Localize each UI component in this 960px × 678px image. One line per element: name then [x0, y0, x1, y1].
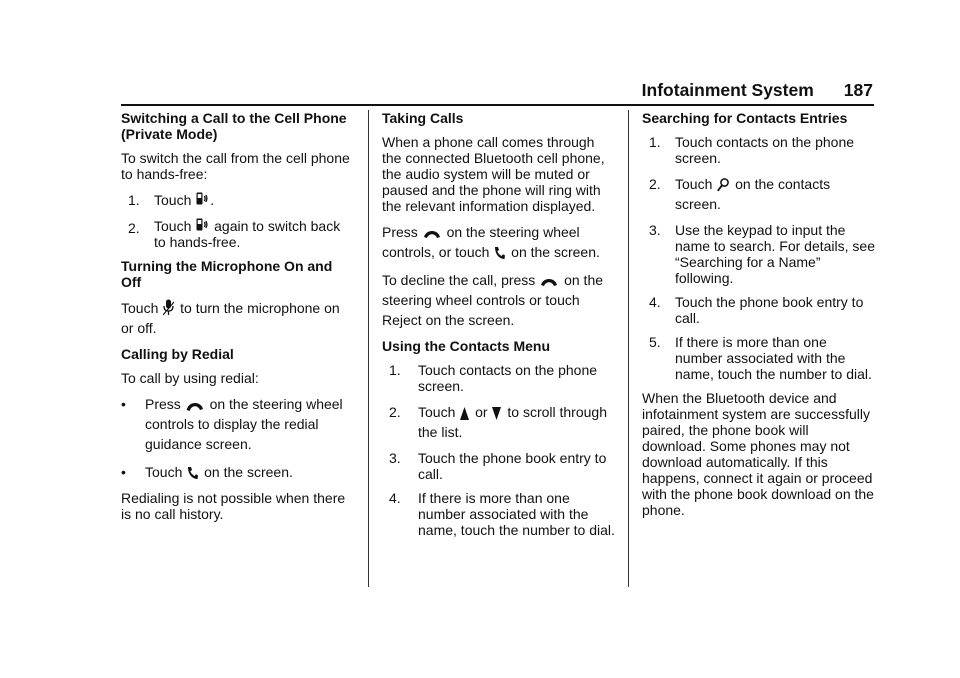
- paragraph-microphone: Touch to turn the microphone on or off.: [121, 300, 340, 336]
- steering-call-icon: [423, 228, 441, 240]
- step-5: 5. If there is more than one number associated with the name, touch the number to dial.: [649, 334, 872, 382]
- search-icon: [717, 178, 729, 192]
- step-1: 1. Touch contacts on the phone screen.: [389, 362, 598, 394]
- step-4: 4. If there is more than one number associated with the name, touch the number to dial.: [389, 490, 615, 538]
- heading-search-contacts: Searching for Contacts Entries: [642, 110, 848, 126]
- page-header: [121, 80, 873, 101]
- header-rule: [121, 104, 874, 106]
- steering-call-icon: [540, 276, 558, 288]
- paragraph-decline: To decline the call, press on the steering wheel controls or touch Reject on the screen.: [382, 272, 604, 328]
- paragraph-phonebook-download: When the Bluetooth device and infotainment system are successfully paired, the phone book will download. Some phones may not download automatically. If this happens, connect it again or proceed with the phone book download on the phone.: [642, 390, 874, 518]
- column-divider-1: [368, 110, 369, 587]
- step-2: 2. Touch again to switch back to hands-free.: [128, 218, 341, 250]
- paragraph-private-mode: To switch the call from the cell phone to hands-free:: [121, 150, 350, 182]
- column-2: [382, 110, 616, 546]
- bullet-1: • Press on the steering wheel controls to display the redial guidance screen.: [121, 396, 343, 452]
- phone-transfer-icon: [196, 218, 208, 234]
- arrow-down-icon: [492, 407, 501, 420]
- step-4: 4. Touch the phone book entry to call.: [649, 294, 864, 326]
- heading-taking-calls: Taking Calls: [382, 110, 464, 126]
- heading-redial: Calling by Redial: [121, 346, 234, 362]
- phone-transfer-icon: [196, 192, 208, 208]
- paragraph-taking-calls: When a phone call comes through the connected Bluetooth cell phone, the audio system will be muted or paused and the phone will ring with the relevant information displayed.: [382, 134, 605, 214]
- paragraph-press-answer: Press on the steering wheel controls, or touch on the screen.: [382, 224, 600, 260]
- paragraph-no-history: Redialing is not possible when there is no call history.: [121, 490, 346, 522]
- paragraph-redial: To call by using redial:: [121, 370, 259, 386]
- heading-contacts-menu: Using the Contacts Menu: [382, 338, 551, 354]
- step-3: 3. Use the keypad to input the name to search. For details, see “Searching for a Name” following.: [649, 222, 875, 286]
- phone-icon: [187, 466, 198, 480]
- steering-call-icon: [186, 400, 204, 412]
- heading-private-mode: Switching a Call to the Cell Phone (Private Mode): [121, 110, 347, 142]
- step-3: 3. Touch the phone book entry to call.: [389, 450, 607, 482]
- column-3: [642, 110, 876, 526]
- step-1: 1. Touch contacts on the phone screen.: [649, 134, 855, 166]
- column-divider-2: [628, 110, 629, 587]
- bullet-2: • Touch on the screen.: [121, 464, 293, 480]
- section-title: Infotainment System: [641, 80, 814, 100]
- column-1: [121, 110, 353, 530]
- arrow-up-icon: [460, 407, 469, 420]
- microphone-icon: [163, 299, 174, 316]
- step-2: 2. Touch or to scroll through the list.: [389, 404, 607, 440]
- phone-icon: [494, 246, 505, 260]
- page-number: 187: [843, 80, 873, 100]
- step-2: 2. Touch on the contacts screen.: [649, 176, 831, 212]
- heading-microphone: Turning the Microphone On and Off: [121, 258, 333, 290]
- step-1: 1. Touch .: [128, 192, 215, 208]
